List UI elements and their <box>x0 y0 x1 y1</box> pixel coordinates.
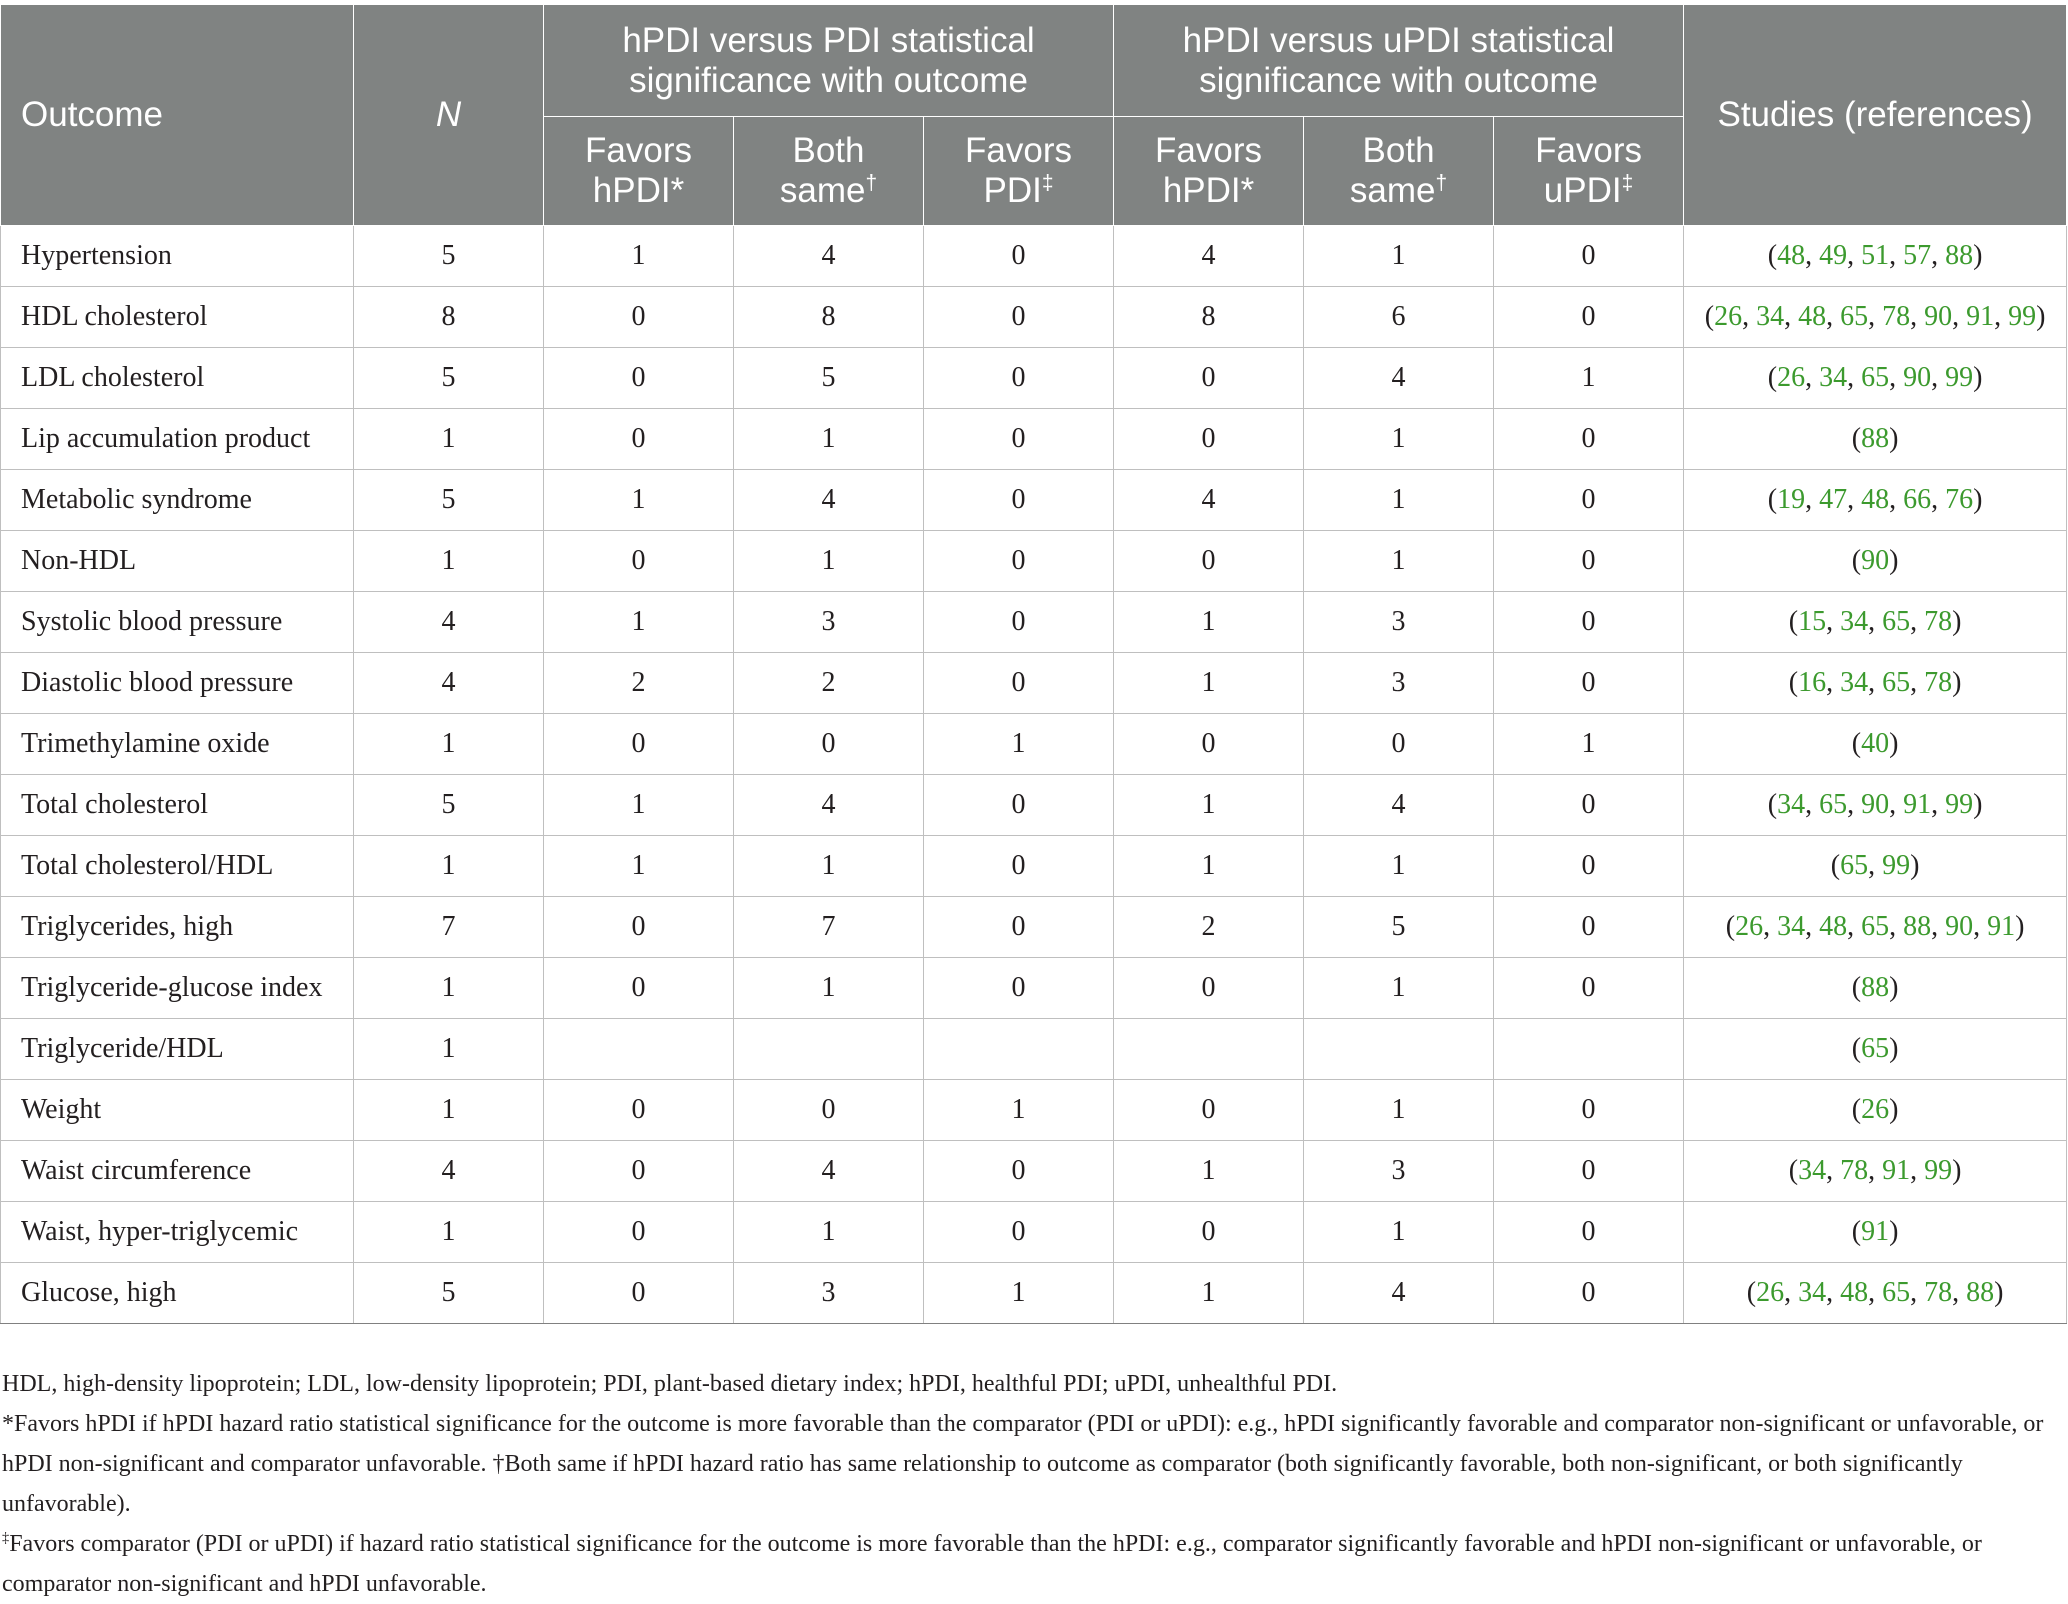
cell-pdi-fav-h: 0 <box>544 287 734 348</box>
reference-link[interactable]: 26 <box>1714 301 1743 332</box>
header-group-hpdi-vs-updi: hPDI versus uPDI statistical significance with outcome <box>1114 5 1684 117</box>
cell-updi-fav-h: 1 <box>1114 836 1304 897</box>
cell-updi-same: 3 <box>1304 592 1494 653</box>
cell-n: 5 <box>354 348 544 409</box>
reference-link[interactable]: 34 <box>1798 1155 1827 1186</box>
cell-n: 8 <box>354 287 544 348</box>
reference-link[interactable]: 99 <box>1945 362 1974 393</box>
cell-updi-fav-c: 0 <box>1494 409 1684 470</box>
cell-updi-fav-h: 8 <box>1114 287 1304 348</box>
cell-updi-fav-h: 1 <box>1114 775 1304 836</box>
cell-pdi-fav-c: 1 <box>924 1263 1114 1324</box>
cell-n: 1 <box>354 1202 544 1263</box>
table-row <box>1 1141 2067 1202</box>
cell-updi-fav-h: 1 <box>1114 653 1304 714</box>
reference-link[interactable]: 91 <box>1987 911 2016 942</box>
cell-pdi-fav-c: 0 <box>924 470 1114 531</box>
footnote-favors-comparator: ‡Favors comparator (PDI or uPDI) if hazard ratio statistical significance for the outcome is more favorable than the hPDI: e.g., comparator significantly favorable and hPDI non-significant or unfavorable, or comparator non-significant and hPDI unfavorable. <box>2 1530 1982 1597</box>
table-row <box>1 531 2067 592</box>
table-row <box>1 348 2067 409</box>
reference-link[interactable]: 66 <box>1903 484 1932 515</box>
cell-pdi-fav-c: 0 <box>924 653 1114 714</box>
cell-updi-fav-c: 0 <box>1494 958 1684 1019</box>
cell-updi-same: 1 <box>1304 531 1494 592</box>
cell-updi-fav-c <box>1494 1019 1684 1080</box>
cell-pdi-fav-c: 0 <box>924 226 1114 287</box>
reference-link[interactable]: 57 <box>1903 240 1932 271</box>
cell-pdi-fav-h: 0 <box>544 1263 734 1324</box>
cell-updi-fav-c: 0 <box>1494 836 1684 897</box>
cell-pdi-fav-h: 0 <box>544 409 734 470</box>
header-studies: Studies (references) <box>1684 5 2067 226</box>
cell-updi-fav-c: 0 <box>1494 897 1684 958</box>
reference-link[interactable]: 65 <box>1882 1277 1911 1308</box>
table-row <box>1 470 2067 531</box>
cell-pdi-fav-c: 0 <box>924 897 1114 958</box>
table-row <box>1 836 2067 897</box>
reference-link[interactable]: 91 <box>1966 301 1995 332</box>
cell-references: (65, 99) <box>1684 836 2067 897</box>
reference-link[interactable]: 40 <box>1861 728 1890 759</box>
reference-link[interactable]: 19 <box>1777 484 1806 515</box>
header-favors-updi: Favors uPDI‡ <box>1494 117 1684 226</box>
reference-link[interactable]: 51 <box>1861 240 1890 271</box>
reference-link[interactable]: 99 <box>1924 1155 1953 1186</box>
cell-updi-same: 4 <box>1304 1263 1494 1324</box>
cell-references: (26, 34, 48, 65, 88, 90, 91) <box>1684 897 2067 958</box>
reference-link[interactable]: 26 <box>1777 362 1806 393</box>
cell-updi-fav-c: 0 <box>1494 226 1684 287</box>
table-footnotes <box>0 1364 2066 1604</box>
cell-updi-fav-h: 0 <box>1114 1080 1304 1141</box>
reference-link[interactable]: 65 <box>1882 606 1911 637</box>
cell-updi-fav-h: 0 <box>1114 1202 1304 1263</box>
cell-outcome: Triglyceride-glucose index <box>1 958 354 1019</box>
cell-updi-fav-h: 1 <box>1114 1141 1304 1202</box>
cell-updi-fav-c: 0 <box>1494 1080 1684 1141</box>
cell-updi-fav-c: 0 <box>1494 775 1684 836</box>
cell-pdi-fav-h: 1 <box>544 775 734 836</box>
cell-outcome: Total cholesterol/HDL <box>1 836 354 897</box>
table-row <box>1 1019 2067 1080</box>
cell-updi-fav-c: 0 <box>1494 1263 1684 1324</box>
cell-pdi-fav-c: 0 <box>924 592 1114 653</box>
cell-references: (15, 34, 65, 78) <box>1684 592 2067 653</box>
reference-link[interactable]: 99 <box>1945 789 1974 820</box>
cell-n: 5 <box>354 226 544 287</box>
cell-outcome: Triglyceride/HDL <box>1 1019 354 1080</box>
reference-link[interactable]: 78 <box>1924 1277 1953 1308</box>
cell-n: 1 <box>354 1019 544 1080</box>
cell-updi-fav-h: 0 <box>1114 531 1304 592</box>
cell-references: (16, 34, 65, 78) <box>1684 653 2067 714</box>
cell-outcome: Weight <box>1 1080 354 1141</box>
cell-updi-same: 1 <box>1304 1080 1494 1141</box>
cell-updi-fav-c: 1 <box>1494 714 1684 775</box>
reference-link[interactable]: 78 <box>1924 606 1953 637</box>
cell-updi-fav-c: 0 <box>1494 287 1684 348</box>
cell-updi-fav-h: 4 <box>1114 470 1304 531</box>
cell-references: (26, 34, 48, 65, 78, 88) <box>1684 1263 2067 1324</box>
cell-n: 7 <box>354 897 544 958</box>
cell-references: (90) <box>1684 531 2067 592</box>
reference-link[interactable]: 34 <box>1777 789 1806 820</box>
cell-pdi-fav-c: 0 <box>924 1141 1114 1202</box>
cell-outcome: Trimethylamine oxide <box>1 714 354 775</box>
cell-references: (48, 49, 51, 57, 88) <box>1684 226 2067 287</box>
cell-outcome: Diastolic blood pressure <box>1 653 354 714</box>
reference-link[interactable]: 78 <box>1840 1155 1869 1186</box>
cell-references: (34, 78, 91, 99) <box>1684 1141 2067 1202</box>
cell-updi-fav-c: 0 <box>1494 1202 1684 1263</box>
cell-references: (88) <box>1684 958 2067 1019</box>
cell-pdi-fav-h: 1 <box>544 592 734 653</box>
cell-outcome: Waist, hyper-triglycemic <box>1 1202 354 1263</box>
cell-pdi-same: 1 <box>734 958 924 1019</box>
cell-outcome: Waist circumference <box>1 1141 354 1202</box>
cell-n: 5 <box>354 470 544 531</box>
cell-pdi-fav-h <box>544 1019 734 1080</box>
reference-link[interactable]: 91 <box>1903 789 1932 820</box>
reference-link[interactable]: 48 <box>1798 301 1827 332</box>
cell-pdi-fav-h: 0 <box>544 531 734 592</box>
cell-references: (19, 47, 48, 66, 76) <box>1684 470 2067 531</box>
reference-link[interactable]: 90 <box>1861 545 1890 576</box>
cell-pdi-fav-c: 0 <box>924 836 1114 897</box>
reference-link[interactable]: 34 <box>1777 911 1806 942</box>
footnote-abbreviations: HDL, high-density lipoprotein; LDL, low-density lipoprotein; PDI, plant-based dietary index; hPDI, healthful PDI; uPDI, unhealthful PDI. <box>2 1371 1338 1397</box>
cell-updi-fav-h: 1 <box>1114 592 1304 653</box>
cell-updi-fav-h: 0 <box>1114 409 1304 470</box>
cell-outcome: Lip accumulation product <box>1 409 354 470</box>
reference-link[interactable]: 26 <box>1735 911 1764 942</box>
table-header <box>1 5 2067 226</box>
cell-updi-fav-c: 0 <box>1494 592 1684 653</box>
cell-pdi-same: 3 <box>734 1263 924 1324</box>
reference-link[interactable]: 34 <box>1840 667 1869 698</box>
reference-link[interactable]: 99 <box>1882 850 1911 881</box>
reference-link[interactable]: 15 <box>1798 606 1827 637</box>
cell-updi-same: 1 <box>1304 226 1494 287</box>
reference-link[interactable]: 90 <box>1924 301 1953 332</box>
reference-link[interactable]: 88 <box>1861 423 1890 454</box>
cell-pdi-same: 3 <box>734 592 924 653</box>
cell-pdi-fav-c: 1 <box>924 1080 1114 1141</box>
table-row <box>1 958 2067 1019</box>
reference-link[interactable]: 34 <box>1756 301 1785 332</box>
cell-n: 1 <box>354 714 544 775</box>
reference-link[interactable]: 65 <box>1840 850 1869 881</box>
cell-n: 1 <box>354 836 544 897</box>
cell-updi-same: 3 <box>1304 653 1494 714</box>
cell-pdi-fav-h: 0 <box>544 1141 734 1202</box>
cell-updi-same: 4 <box>1304 775 1494 836</box>
cell-updi-fav-c: 0 <box>1494 531 1684 592</box>
table-row <box>1 226 2067 287</box>
cell-pdi-same: 0 <box>734 714 924 775</box>
reference-link[interactable]: 90 <box>1903 362 1932 393</box>
cell-pdi-fav-c: 0 <box>924 775 1114 836</box>
cell-n: 1 <box>354 531 544 592</box>
cell-pdi-same: 1 <box>734 409 924 470</box>
cell-outcome: HDL cholesterol <box>1 287 354 348</box>
cell-pdi-fav-h: 0 <box>544 897 734 958</box>
cell-updi-fav-h: 2 <box>1114 897 1304 958</box>
cell-references: (26, 34, 48, 65, 78, 90, 91, 99) <box>1684 287 2067 348</box>
table-row <box>1 653 2067 714</box>
cell-n: 4 <box>354 1141 544 1202</box>
cell-pdi-same: 4 <box>734 226 924 287</box>
cell-outcome: LDL cholesterol <box>1 348 354 409</box>
cell-updi-same: 1 <box>1304 1202 1494 1263</box>
reference-link[interactable]: 48 <box>1861 484 1890 515</box>
cell-updi-same: 1 <box>1304 409 1494 470</box>
cell-updi-fav-h: 0 <box>1114 958 1304 1019</box>
cell-pdi-fav-h: 1 <box>544 836 734 897</box>
cell-n: 1 <box>354 958 544 1019</box>
header-both-same-updi: Both same† <box>1304 117 1494 226</box>
reference-link[interactable]: 48 <box>1840 1277 1869 1308</box>
cell-pdi-fav-h: 0 <box>544 1202 734 1263</box>
table-row <box>1 592 2067 653</box>
header-favors-hpdi-updi: Favors hPDI* <box>1114 117 1304 226</box>
reference-link[interactable]: 49 <box>1819 240 1848 271</box>
cell-updi-fav-h <box>1114 1019 1304 1080</box>
cell-n: 5 <box>354 1263 544 1324</box>
table-row <box>1 1202 2067 1263</box>
cell-n: 4 <box>354 592 544 653</box>
reference-link[interactable]: 34 <box>1840 606 1869 637</box>
table-row <box>1 1263 2067 1324</box>
cell-pdi-fav-h: 1 <box>544 470 734 531</box>
cell-updi-same: 3 <box>1304 1141 1494 1202</box>
reference-link[interactable]: 88 <box>1861 972 1890 1003</box>
header-outcome: Outcome <box>1 5 354 226</box>
cell-pdi-fav-h: 0 <box>544 958 734 1019</box>
cell-updi-fav-c: 1 <box>1494 348 1684 409</box>
cell-references: (40) <box>1684 714 2067 775</box>
table-body <box>1 226 2067 1324</box>
cell-pdi-same <box>734 1019 924 1080</box>
cell-pdi-fav-c: 0 <box>924 409 1114 470</box>
reference-link[interactable]: 26 <box>1756 1277 1785 1308</box>
header-favors-hpdi-pdi: Favors hPDI* <box>544 117 734 226</box>
cell-pdi-fav-c: 0 <box>924 1202 1114 1263</box>
cell-updi-fav-h: 0 <box>1114 714 1304 775</box>
cell-pdi-fav-c: 1 <box>924 714 1114 775</box>
reference-link[interactable]: 65 <box>1819 789 1848 820</box>
cell-references: (88) <box>1684 409 2067 470</box>
table-row <box>1 897 2067 958</box>
reference-link[interactable]: 65 <box>1840 301 1869 332</box>
table-row <box>1 1080 2067 1141</box>
cell-outcome: Metabolic syndrome <box>1 470 354 531</box>
cell-updi-fav-h: 0 <box>1114 348 1304 409</box>
reference-link[interactable]: 91 <box>1861 1216 1890 1247</box>
cell-pdi-same: 4 <box>734 1141 924 1202</box>
table-row <box>1 775 2067 836</box>
cell-pdi-fav-h: 0 <box>544 348 734 409</box>
cell-outcome: Total cholesterol <box>1 775 354 836</box>
table-row <box>1 714 2067 775</box>
reference-link[interactable]: 99 <box>2008 301 2037 332</box>
cell-updi-fav-c: 0 <box>1494 1141 1684 1202</box>
cell-outcome: Glucose, high <box>1 1263 354 1324</box>
table-row <box>1 409 2067 470</box>
reference-link[interactable]: 65 <box>1882 667 1911 698</box>
cell-updi-same: 0 <box>1304 714 1494 775</box>
cell-references: (91) <box>1684 1202 2067 1263</box>
cell-references: (65) <box>1684 1019 2067 1080</box>
cell-pdi-same: 1 <box>734 531 924 592</box>
cell-pdi-same: 1 <box>734 836 924 897</box>
cell-pdi-fav-h: 0 <box>544 714 734 775</box>
cell-updi-fav-c: 0 <box>1494 470 1684 531</box>
cell-pdi-fav-c: 0 <box>924 531 1114 592</box>
cell-references: (26) <box>1684 1080 2067 1141</box>
reference-link[interactable]: 78 <box>1924 667 1953 698</box>
reference-link[interactable]: 65 <box>1861 1033 1890 1064</box>
reference-link[interactable]: 76 <box>1945 484 1974 515</box>
cell-updi-fav-h: 1 <box>1114 1263 1304 1324</box>
reference-link[interactable]: 16 <box>1798 667 1827 698</box>
cell-updi-fav-c: 0 <box>1494 653 1684 714</box>
cell-pdi-fav-h: 1 <box>544 226 734 287</box>
results-table-container <box>0 4 2068 1324</box>
cell-pdi-fav-c: 0 <box>924 348 1114 409</box>
cell-updi-same: 1 <box>1304 470 1494 531</box>
header-both-same-pdi: Both same† <box>734 117 924 226</box>
cell-pdi-same: 7 <box>734 897 924 958</box>
cell-updi-same: 6 <box>1304 287 1494 348</box>
cell-updi-same <box>1304 1019 1494 1080</box>
cell-pdi-fav-c: 0 <box>924 958 1114 1019</box>
reference-link[interactable]: 78 <box>1882 301 1911 332</box>
reference-link[interactable]: 48 <box>1819 911 1848 942</box>
cell-pdi-same: 1 <box>734 1202 924 1263</box>
cell-n: 5 <box>354 775 544 836</box>
cell-n: 4 <box>354 653 544 714</box>
cell-references: (26, 34, 65, 90, 99) <box>1684 348 2067 409</box>
results-table <box>0 4 2067 1324</box>
cell-outcome: Triglycerides, high <box>1 897 354 958</box>
reference-link[interactable]: 34 <box>1819 362 1848 393</box>
cell-n: 1 <box>354 1080 544 1141</box>
cell-pdi-fav-h: 2 <box>544 653 734 714</box>
reference-link[interactable]: 34 <box>1798 1277 1827 1308</box>
header-group-hpdi-vs-pdi: hPDI versus PDI statistical significance with outcome <box>544 5 1114 117</box>
header-favors-pdi: Favors PDI‡ <box>924 117 1114 226</box>
cell-references: (34, 65, 90, 91, 99) <box>1684 775 2067 836</box>
cell-pdi-same: 5 <box>734 348 924 409</box>
cell-pdi-same: 4 <box>734 775 924 836</box>
cell-pdi-fav-c <box>924 1019 1114 1080</box>
header-n: N <box>354 5 544 226</box>
reference-link[interactable]: 65 <box>1861 911 1890 942</box>
footnote-favors-and-same: *Favors hPDI if hPDI hazard ratio statistical significance for the outcome is more favorable than the comparator (PDI or uPDI): e.g., hPDI significantly favorable and comparator non-significant or unfavorable, or hPDI non-significant and comparator unfavorable. †Both same if hPDI hazard ratio has same relationship to outcome as comparator (both significantly favorable, both non-significant, or both significantly unfavorable). <box>2 1411 2044 1517</box>
reference-link[interactable]: 90 <box>1945 911 1974 942</box>
cell-updi-fav-h: 4 <box>1114 226 1304 287</box>
cell-updi-same: 5 <box>1304 897 1494 958</box>
cell-outcome: Hypertension <box>1 226 354 287</box>
reference-link[interactable]: 65 <box>1861 362 1890 393</box>
reference-link[interactable]: 88 <box>1966 1277 1995 1308</box>
cell-updi-same: 4 <box>1304 348 1494 409</box>
cell-n: 1 <box>354 409 544 470</box>
reference-link[interactable]: 48 <box>1777 240 1806 271</box>
cell-pdi-same: 2 <box>734 653 924 714</box>
cell-outcome: Non-HDL <box>1 531 354 592</box>
cell-updi-same: 1 <box>1304 958 1494 1019</box>
cell-pdi-fav-h: 0 <box>544 1080 734 1141</box>
cell-pdi-same: 4 <box>734 470 924 531</box>
reference-link[interactable]: 90 <box>1861 789 1890 820</box>
reference-link[interactable]: 88 <box>1903 911 1932 942</box>
table-row <box>1 287 2067 348</box>
reference-link[interactable]: 47 <box>1819 484 1848 515</box>
reference-link[interactable]: 26 <box>1861 1094 1890 1125</box>
cell-updi-same: 1 <box>1304 836 1494 897</box>
cell-pdi-same: 8 <box>734 287 924 348</box>
reference-link[interactable]: 91 <box>1882 1155 1911 1186</box>
cell-pdi-fav-c: 0 <box>924 287 1114 348</box>
cell-outcome: Systolic blood pressure <box>1 592 354 653</box>
reference-link[interactable]: 88 <box>1945 240 1974 271</box>
cell-pdi-same: 0 <box>734 1080 924 1141</box>
